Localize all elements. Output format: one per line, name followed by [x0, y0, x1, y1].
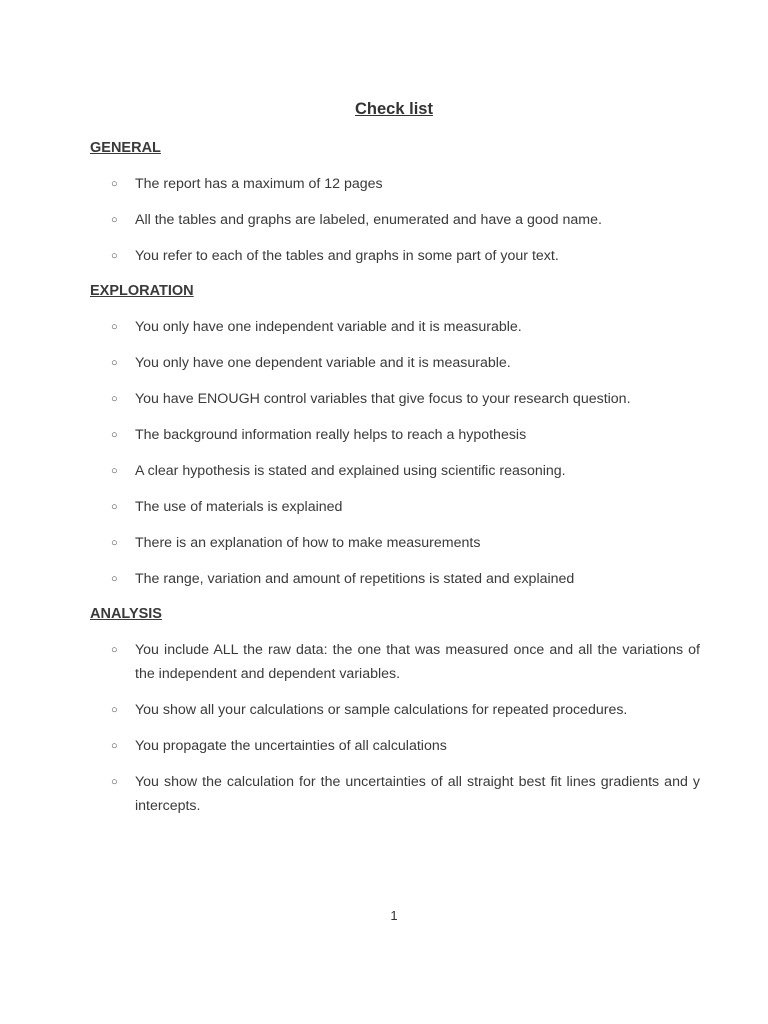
- checklist-item: [90, 770, 700, 818]
- circle-bullet-icon: ○: [111, 250, 118, 262]
- section-exploration: [90, 282, 700, 591]
- checklist-item: [90, 387, 700, 411]
- section-analysis: [90, 605, 700, 818]
- circle-bullet-icon: ○: [111, 740, 118, 752]
- checklist-item: [90, 698, 700, 722]
- section-heading: EXPLORATION: [90, 283, 194, 299]
- checklist: [90, 172, 700, 268]
- checklist-item: [90, 172, 700, 196]
- checklist-item: [90, 459, 700, 483]
- circle-bullet-icon: ○: [111, 704, 118, 716]
- checklist-item-text: You have ENOUGH control variables that give focus to your research question.: [135, 391, 631, 407]
- circle-bullet-icon: ○: [111, 393, 118, 405]
- checklist-item-text: The range, variation and amount of repetitions is stated and explained: [135, 571, 575, 587]
- checklist-item: [90, 244, 700, 268]
- circle-bullet-icon: ○: [111, 776, 118, 788]
- circle-bullet-icon: ○: [111, 537, 118, 549]
- page-title: Check list: [355, 100, 433, 118]
- checklist-item-text: All the tables and graphs are labeled, enumerated and have a good name.: [135, 212, 602, 228]
- checklist-item: [90, 531, 700, 555]
- circle-bullet-icon: ○: [111, 178, 118, 190]
- checklist-item-text: You include ALL the raw data: the one that was measured once and all the variations of the independent and dependent variables.: [135, 642, 700, 682]
- checklist-item: [90, 208, 700, 232]
- circle-bullet-icon: ○: [111, 214, 118, 226]
- checklist-item-text: You show all your calculations or sample calculations for repeated procedures.: [135, 702, 628, 718]
- section-heading: ANALYSIS: [90, 606, 162, 622]
- checklist-item: [90, 351, 700, 375]
- section-heading: GENERAL: [90, 140, 161, 156]
- checklist-item-text: The report has a maximum of 12 pages: [135, 176, 383, 192]
- checklist-item: [90, 423, 700, 447]
- circle-bullet-icon: ○: [111, 465, 118, 477]
- circle-bullet-icon: ○: [111, 321, 118, 333]
- checklist: [90, 638, 700, 818]
- section-general: [90, 139, 700, 268]
- checklist-item: [90, 315, 700, 339]
- checklist-item-text: A clear hypothesis is stated and explained using scientific reasoning.: [135, 463, 566, 479]
- checklist-item-text: The use of materials is explained: [135, 499, 343, 515]
- checklist-item: [90, 495, 700, 519]
- checklist-item-text: You propagate the uncertainties of all calculations: [135, 738, 447, 754]
- page-number: 1: [390, 908, 398, 923]
- circle-bullet-icon: ○: [111, 644, 118, 656]
- checklist-item-text: You show the calculation for the uncertainties of all straight best fit lines gradients and y intercepts.: [135, 774, 700, 814]
- checklist-item-text: You only have one dependent variable and it is measurable.: [135, 355, 511, 371]
- circle-bullet-icon: ○: [111, 573, 118, 585]
- checklist-item: [90, 734, 700, 758]
- checklist-item-text: You refer to each of the tables and graphs in some part of your text.: [135, 248, 559, 264]
- checklist-item: [90, 638, 700, 686]
- checklist-item-text: There is an explanation of how to make measurements: [135, 535, 481, 551]
- circle-bullet-icon: ○: [111, 357, 118, 369]
- checklist-item: [90, 567, 700, 591]
- checklist-item-text: You only have one independent variable and it is measurable.: [135, 319, 522, 335]
- circle-bullet-icon: ○: [111, 429, 118, 441]
- checklist: [90, 315, 700, 591]
- circle-bullet-icon: ○: [111, 501, 118, 513]
- checklist-item-text: The background information really helps to reach a hypothesis: [135, 427, 527, 443]
